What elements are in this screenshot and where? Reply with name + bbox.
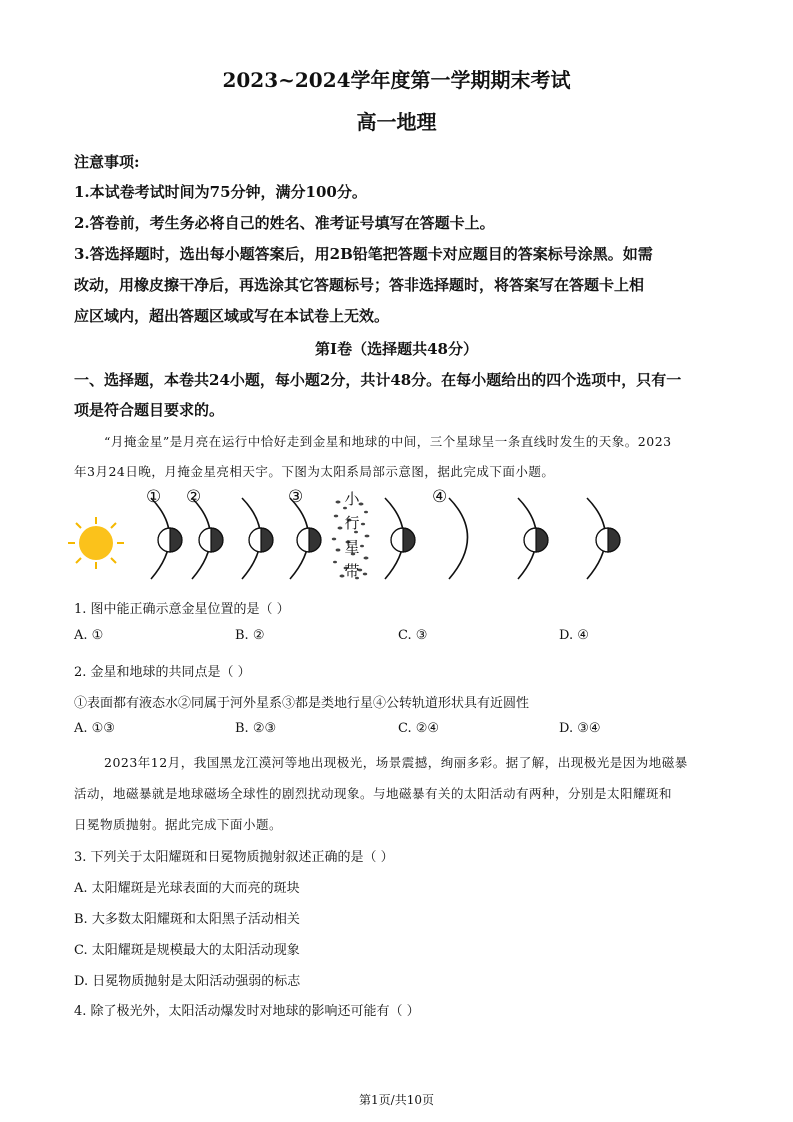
passage-1: 年3月24日晚，月掩金星亮相天宇。下图为太阳系局部示意图，据此完成下面小题。 xyxy=(74,464,555,479)
notice-line: 2.答卷前，考生务必将自己的姓名、准考证号填写在答题卡上。 xyxy=(74,214,495,232)
section-title: 第Ⅰ卷（选择题共48分） xyxy=(315,340,478,358)
question-1-stem: 1. 图中能正确示意金星位置的是（ ） xyxy=(74,602,290,617)
notice-line: 1.本试卷考试时间为75分钟，满分100分。 xyxy=(74,183,367,201)
question-2-option-a[interactable]: A. ①③ xyxy=(74,721,115,736)
question-2-option-d[interactable]: D. ③④ xyxy=(559,721,601,736)
svg-text:行: 行 xyxy=(344,514,360,532)
question-3-option-b[interactable]: B. 大多数太阳耀斑和太阳黑子活动相关 xyxy=(74,912,300,927)
question-3-option-d[interactable]: D. 日冕物质抛射是太阳活动强弱的标志 xyxy=(74,974,301,989)
svg-text:带: 带 xyxy=(344,562,360,580)
question-4-stem: 4. 除了极光外，太阳活动爆发时对地球的影响还可能有（ ） xyxy=(74,1004,420,1019)
asteroid-belt-label xyxy=(344,490,360,580)
question-1-option-a[interactable]: A. ① xyxy=(74,628,104,643)
notice-line: 3.答选择题时，选出每小题答案后，用2B铅笔把答题卡对应题目的答案标号涂黑。如需 xyxy=(74,245,653,263)
position-label-1: ① xyxy=(146,487,162,507)
question-2-option-c[interactable]: C. ②④ xyxy=(398,721,440,736)
passage-2: 日冕物质抛射。据此完成下面小题。 xyxy=(74,817,283,832)
notice-heading: 注意事项: xyxy=(74,153,140,171)
question-2-option-b[interactable]: B. ②③ xyxy=(235,721,277,736)
planet-icon xyxy=(524,528,548,552)
exam-subject: 高一地理 xyxy=(356,110,437,134)
planet-icon xyxy=(391,528,415,552)
planet-icon xyxy=(158,528,182,552)
question-1-option-b[interactable]: B. ② xyxy=(235,628,265,643)
section-intro: 一、选择题，本卷共24小题，每小题2分，共计48分。在每小题给出的四个选项中，只有一 xyxy=(74,371,682,389)
planet-icon xyxy=(199,528,223,552)
position-label-3: ③ xyxy=(288,487,304,507)
svg-text:小: 小 xyxy=(344,490,360,508)
passage-1: “月掩金星”是月亮在运行中恰好走到金星和地球的中间，三个星球呈一条直线时发生的天象。2023 xyxy=(104,434,672,449)
question-3-option-c[interactable]: C. 太阳耀斑是规模最大的太阳活动现象 xyxy=(74,943,300,958)
exam-title: 2023~2024学年度第一学期期末考试 xyxy=(222,68,571,92)
planet-icon xyxy=(249,528,273,552)
question-1-option-d[interactable]: D. ④ xyxy=(559,628,589,643)
page-number: 第1页/共10页 xyxy=(359,1093,434,1107)
question-3-stem: 3. 下列关于太阳耀斑和日冕物质抛射叙述正确的是（ ） xyxy=(74,850,394,865)
planet-icon xyxy=(596,528,620,552)
position-label-4: ④ xyxy=(432,487,448,507)
position-label-2: ② xyxy=(186,487,202,507)
svg-text:星: 星 xyxy=(344,538,360,556)
question-2-statement: ①表面都有液态水②同属于河外星系③都是类地行星④公转轨道形状具有近圆性 xyxy=(74,696,530,711)
passage-2: 2023年12月，我国黑龙江漠河等地出现极光，场景震撼，绚丽多彩。据了解，出现极光是因为地磁暴 xyxy=(104,755,688,770)
question-2-stem: 2. 金星和地球的共同点是（ ） xyxy=(74,665,251,680)
passage-2: 活动，地磁暴就是地球磁场全球性的剧烈扰动现象。与地磁暴有关的太阳活动有两种，分别是太阳耀斑和 xyxy=(74,786,673,801)
question-3-option-a[interactable]: A. 太阳耀斑是光球表面的大而亮的斑块 xyxy=(74,881,300,896)
notice-line: 改动，用橡皮擦干净后，再选涂其它答题标号；答非选择题时，将答案写在答题卡上相 xyxy=(74,276,645,294)
section-intro: 项是符合题目要求的。 xyxy=(74,401,225,419)
planet-icon xyxy=(297,528,321,552)
solar-system-diagram xyxy=(66,484,646,590)
question-1-option-c[interactable]: C. ③ xyxy=(398,628,428,643)
notice-line: 应区域内，超出答题区域或写在本试卷上无效。 xyxy=(74,307,390,325)
sun-icon xyxy=(68,517,124,569)
orbit-arc xyxy=(449,498,468,579)
